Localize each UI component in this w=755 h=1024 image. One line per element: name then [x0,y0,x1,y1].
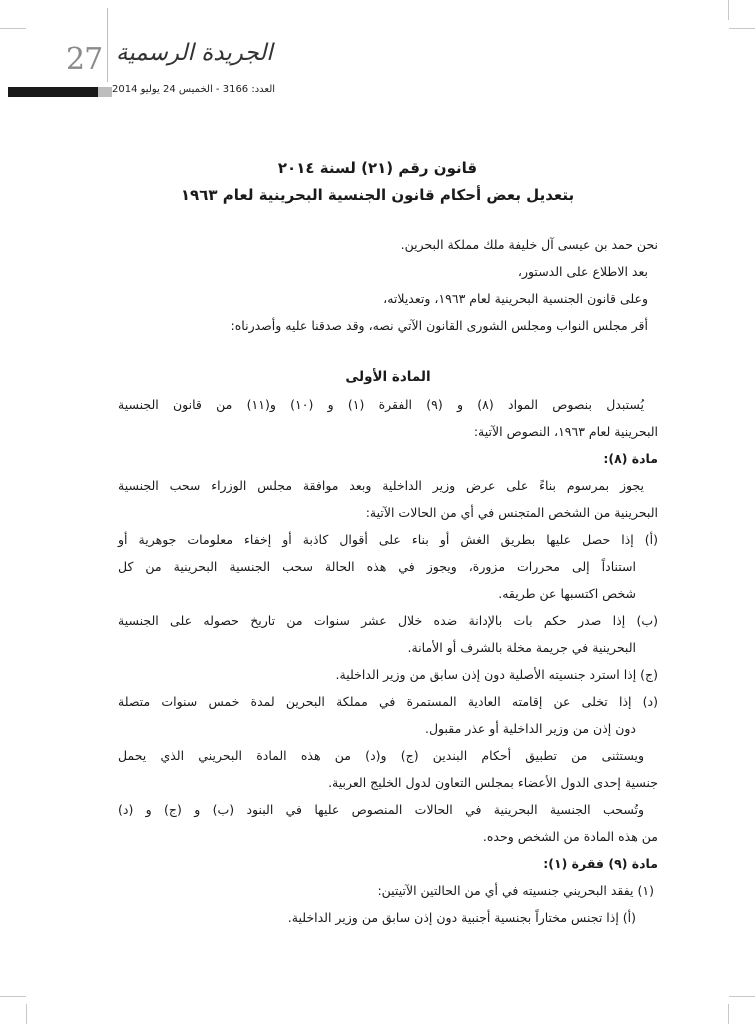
preamble-line: أقر مجلس النواب ومجلس الشورى القانون الآتي نصه، وقد صدقنا عليه وأصدرناه: [230,318,648,333]
header-bar [8,87,98,97]
header-bar-accent [98,87,112,97]
article-intro-line: يُستبدل بنصوص المواد (٨) و (٩) الفقرة (١) و (١٠) و(١١) من قانون الجنسية [118,397,645,412]
article-9-item-1a: (أ) إذا تجنس مختاراً بجنسية أجنبية دون إذن سابق من وزير الداخلية. [287,910,636,925]
item-d-line: دون إذن من وزير الداخلية أو عذر مقبول. [425,721,636,736]
crop-mark [0,996,26,997]
crop-mark [728,1004,729,1024]
item-a-line: (أ) إذا حصل عليها بطريق الغش أو بناء على أقوال كاذبة أو إخفاء معلومات جوهرية أو [118,532,658,547]
crop-mark [728,0,729,20]
gazette-logo: الجريدة الرسمية [116,40,273,66]
item-b-line: البحرينية في جريمة مخلة بالشرف أو الأمانة. [407,640,636,655]
preamble-line: بعد الاطلاع على الدستور، [517,264,648,279]
article-heading: المادة الأولى [345,369,431,385]
law-title-line2: بتعديل بعض أحكام قانون الجنسية البحرينية لعام ١٩٦٣ [180,186,575,204]
issue-info: العدد: 3166 - الخميس 24 يوليو 2014 [112,84,276,95]
article-9-item-1: (١) يفقد البحريني جنسيته في أي من الحالتين الآتيتين: [377,883,654,898]
preamble [118,231,658,339]
exception-line: جنسية إحدى الدول الأعضاء بمجلس التعاون لدول الخليج العربية. [328,775,658,790]
item-c-line: (ج) إذا استرد جنسيته الأصلية دون إذن سابق من وزير الداخلية. [335,667,658,682]
article-one [118,364,658,931]
item-d-line: (د) إذا تخلى عن إقامته العادية المستمرة في مملكة البحرين لمدة خمس سنوات متصلة [118,694,658,709]
crop-mark [0,28,26,29]
crop-mark [729,28,755,29]
page-number: 27 [66,42,103,77]
article-intro-line: البحرينية لعام ١٩٦٣، النصوص الآتية: [473,424,658,439]
article-9-label: مادة (٩) فقرة (١): [543,856,658,871]
item-a-line: استناداً إلى محررات مزورة، ويجوز في هذه الحالة سحب الجنسية البحرينية من كل [118,559,636,574]
withdrawal-line: وتُسحب الجنسية البحرينية في الحالات المنصوص عليها في البنود (ب) و (ج) و (د) [118,802,644,817]
crop-mark [26,1004,27,1024]
exception-line: ويستثنى من تطبيق أحكام البندين (ج) و(د) من هذه المادة البحريني الذي يحمل [118,748,644,763]
law-title-line1: قانون رقم (٢١) لسنة ٢٠١٤ [277,159,478,177]
article-8-label: مادة (٨): [603,451,658,466]
law-title [80,155,675,209]
item-b-line: (ب) إذا صدر حكم بات بالإدانة ضده خلال عشر سنوات من تاريخ حصوله على الجنسية [118,613,658,628]
preamble-line: نحن حمد بن عيسى آل خليفة ملك مملكة البحرين. [400,237,658,252]
crop-mark [729,996,755,997]
header-divider [107,8,108,82]
withdrawal-line: من هذه المادة من الشخص وحده. [482,829,658,844]
item-a-line: شخص اكتسبها عن طريقه. [498,586,636,601]
preamble-line: وعلى قانون الجنسية البحرينية لعام ١٩٦٣، وتعديلاته، [383,291,648,306]
article-8-intro-line: البحرينية من الشخص المتجنس في أي من الحالات الآتية: [365,505,658,520]
article-8-intro-line: يجوز بمرسوم بناءً على عرض وزير الداخلية وبعد موافقة مجلس الوزراء سحب الجنسية [118,478,644,493]
